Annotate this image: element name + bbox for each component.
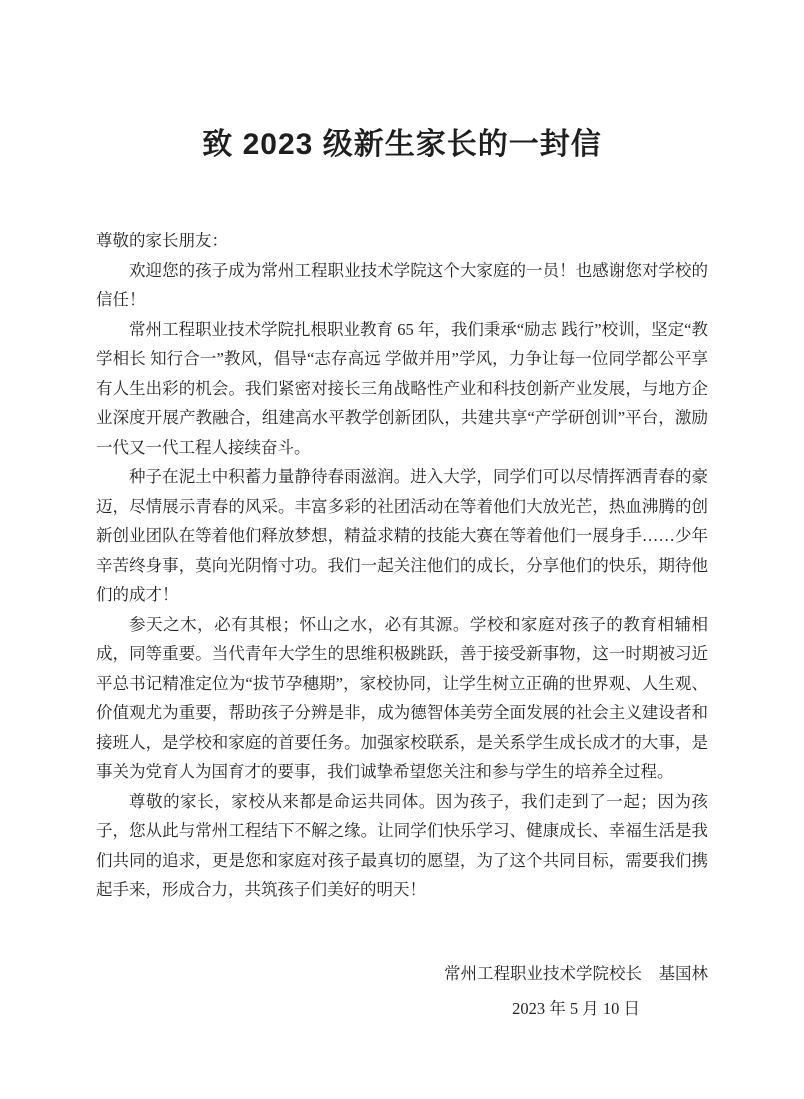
letter-paragraph-4: 参天之木，必有其根；怀山之水，必有其源。学校和家庭对孩子的教育相辅相成，同等重要。当代青年大学生的思维积极跳跃，善于接受新事物，这一时期被习近平总书记精准定位为“拔节孕穗期”，家校协同，让学生树立正确的世界观、人生观、价值观尤为重要，帮助孩子分辨是非，成为德智体美劳全面发展的社会主义建设者和接班人，是学校和家庭的首要任务。加强家校联系，是关系学生成长成才的大事，是事关为党育人为国育才的要事，我们诚挚希望您关注和参与学生的培养全过程。: [96, 614, 708, 781]
salutation: 尊敬的家长朋友：: [96, 231, 228, 250]
letter-paragraph-3: 种子在泥土中积蓄力量静待春雨滋润。进入大学，同学们可以尽情挥洒青春的豪迈，尽情展示青春的风采。丰富多彩的社团活动在等着他们大放光芒，热血沸腾的创新创业团队在等着他们释放梦想，精益求精的技能大赛在等着他们一展身手……少年辛苦终身事，莫向光阴惰寸功。我们一起关注他们的成长，分享他们的快乐，期待他们的成才！: [96, 467, 708, 604]
letter-paragraph-2: 常州工程职业技术学院扎根职业教育 65 年，我们秉承“励志 践行”校训，坚定“教学相长 知行合一”教风，倡导“志存高远 学做并用”学风，力争让每一位同学都公平享有人生出彩的机会。我们紧密对接长三角战略性产业和科技创新产业发展，与地方企业深度开展产教融合，组建高水平教学创新团队，共建共享“产学研创训”平台，激励一代又一代工程人接续奋斗。: [96, 319, 708, 457]
letter-title: 致 2023 级新生家长的一封信: [202, 128, 602, 161]
letter-body: [96, 226, 708, 905]
signature-block: [96, 959, 708, 1024]
letter-paragraph-5: 尊敬的家长，家校从来都是命运共同体。因为孩子，我们走到了一起；因为孩子，您从此与常州工程结下不解之缘。让同学们快乐学习、健康成长、幸福生活是我们共同的追求，更是您和家庭对孩子最真切的愿望，为了这个共同目标，需要我们携起手来，形成合力，共筑孩子们美好的明天！: [96, 791, 708, 899]
date-line: 2023 年 5 月 10 日: [512, 999, 640, 1018]
signature-inner: [444, 959, 708, 1024]
letter-paragraph-1: 欢迎您的孩子成为常州工程职业技术学院这个大家庭的一员！也感谢您对学校的信任！: [96, 260, 708, 309]
signature-line: 常州工程职业技术学院校长 基国林: [444, 963, 708, 983]
